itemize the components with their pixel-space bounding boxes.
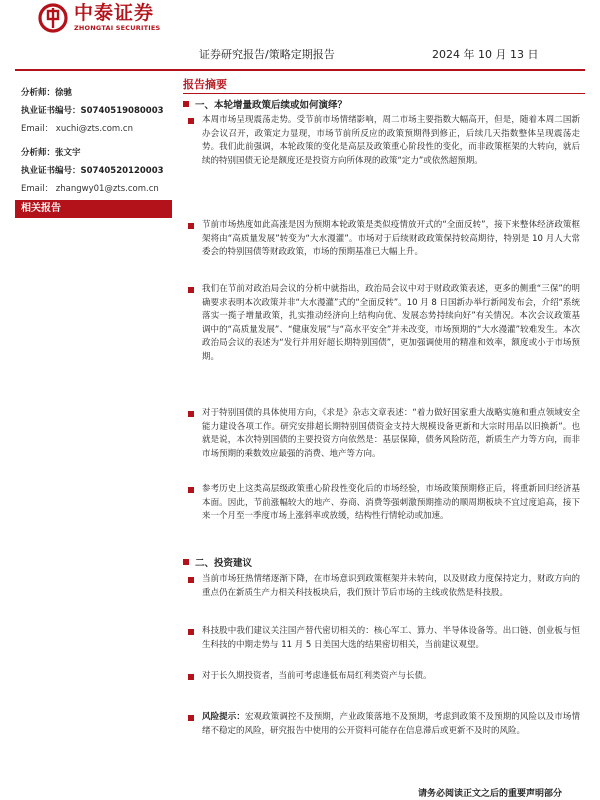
bullet-square-icon [188,287,194,293]
section-1-title: 一、本轮增量政策后续或如何演绎？ [195,100,348,111]
section-1-heading [183,97,347,111]
bullet-square-icon [188,715,194,721]
company-logo [38,3,160,33]
analyst-1-cert: S0740519080003 [80,106,164,116]
analyst-1-name: 徐驰 [55,88,73,98]
risk-text: 宏观政策调控不及预期，产业政策落地不及预期，考虑到政策不及预期的风险以及市场情绪不稳定的风险，研究报告中使用的公开资料可能存在信息滞后或更新不及时的风险。 [202,712,580,736]
sidebar-analyst-info [21,84,176,198]
section-2-title: 二、投资建议 [195,558,253,569]
bullet-square-icon [188,629,194,635]
bullet-square-icon [188,223,194,229]
section-2-paragraph-2: 科技股中我们建议关注国产替代密切相关的：核心军工、算力、半导体设备等。出口链、创业板与恒生科技的中期走势与 11 月 5 日美国大选的结果密切相关，当前建议观望。 [188,625,580,652]
bullet-square-icon [183,101,189,107]
bullet-square-icon [188,411,194,417]
abstract-header [183,78,585,94]
footer-disclaimer: 请务必阅读正文之后的重要声明部分 [417,789,562,799]
logo-chinese-name: 中泰证券 [74,2,155,25]
analyst-2-email[interactable]: zhangwy01@zts.com.cn [55,184,159,194]
section-2-heading [183,555,252,569]
bullet-square-icon [183,559,189,565]
analyst-2-cert: S0740520120003 [80,166,164,176]
report-type-title: 证券研究报告/策略定期报告 [199,48,335,61]
bullet-square-icon [188,118,194,124]
analyst-1-email[interactable]: xuchi@zts.com.cn [55,124,133,134]
section-2-paragraph-3: 对于长久期投资者，当前可考虑逢低布局红利类资产与长债。 [188,670,580,684]
logo-emblem-icon [38,3,68,33]
risk-label: 风险提示： [202,712,245,722]
section-1-paragraph-5: 参考历史上这类高层级政策重心阶段性变化后的市场经验，市场政策预期修正后，将重新回归经济基本面。因此，节前涨幅较大的地产、券商、消费等强刺激预期推动的顺周期板块不宜过度追高，接下来一个月至一季度市场上涨斜率或放缓，结构性行情轮动或加速。 [188,483,580,524]
section-2-paragraph-1: 当前市场狂热情绪逐渐下降，在市场意识到政策框架并未转向，以及财政力度保持定力，财政方向的重点仍在新质生产力相关科技板块后，我们预计节后市场的主线或依然是科技股。 [188,573,580,600]
bullet-square-icon [188,577,194,583]
abstract-label: 报告摘要 [183,78,227,91]
risk-warning [188,711,580,738]
analyst-2-cert-line [21,162,176,180]
analyst-1-name-line [21,84,176,102]
bullet-square-icon [188,674,194,680]
analyst-1-email-line [21,120,176,138]
analyst-2-email-line [21,180,176,198]
section-1-paragraph-2: 节前市场热度如此高涨是因为预期本轮政策是类似疫情放开式的“全面反转”，接下来整体经济政策框架将由“高质量发展”转变为“大水漫灌”。市场对于后续财政政策保持较高期待，特别是 10 月人大常委会的特别国债等财政政策，市场的预期基准已大幅上升。 [188,219,580,260]
section-1-paragraph-1: 本周市场呈现震荡走势。受节前市场情绪影响，周二市场主要指数大幅高开，但是，随着本周二国新办会议召开，政策定力显现，市场节前所反应的政策预期得到修正，后续几天指数整体呈现震荡走势。我们此前强调，本轮政策的变化是高层及政策重心阶段性的变化，而非政策框架的大转向，就后续的特别国债无论是额度还是投资方向所体现的政策“定力”或依然超预期。 [188,114,580,168]
email-label: Email： [21,124,54,134]
report-date: 2024 年 10 月 13 日 [432,48,539,61]
abstract-divider [183,93,585,94]
analyst-1-cert-line [21,102,176,120]
footer [0,781,600,800]
section-1-paragraph-4: 对于特别国债的具体使用方向，《求是》杂志文章表述：“着力做好国家重大战略实施和重点领域安全能力建设各项工作。研究安排超长期特别国债资金支持大规模设备更新和大宗时用品以旧换新”。也就是说，本次特别国债的主要投资方向依然是：基层保障，债务风险防范，新质生产力等方向，而非市场预期的乘数效应最强的消费、地产等方向。 [188,407,580,461]
header-divider [15,69,585,71]
cert-label: 执业证书编号： [21,166,81,176]
logo-english-name: ZHONGTAI SECURITIES [74,24,161,33]
related-reports-header: 相关报告 [15,200,172,218]
bullet-square-icon [188,487,194,493]
analyst-2-name: 张文宇 [55,148,81,158]
cert-label: 执业证书编号： [21,106,81,116]
section-1-paragraph-3: 我们在节前对政治局会议的分析中就指出，政治局会议中对于财政政策表述，更多的侧重“三保”的明确要求表明本次政策并非“大水漫灌”式的“全面反转”。10 月 8 日国新办举行新闻发布会，介绍“系统落实一揽子增量政策，扎实推动经济向上结构向优、发展态势持续向好”有关情况。本次会议政策基调中的“高质量发展”、“健康发展”与“高水平安全”并未改变，市场预期的“大水漫灌”较难发生。本次政治局会议的表述为“发行并用好超长期特别国债”，更加强调使用的精准和效率，额度或小于市场预期。 [188,283,580,365]
analyst-2-name-line [21,144,176,162]
email-label: Email： [21,184,54,194]
analyst-role-label: 分析师： [21,148,56,158]
analyst-role-label: 分析师： [21,88,56,98]
